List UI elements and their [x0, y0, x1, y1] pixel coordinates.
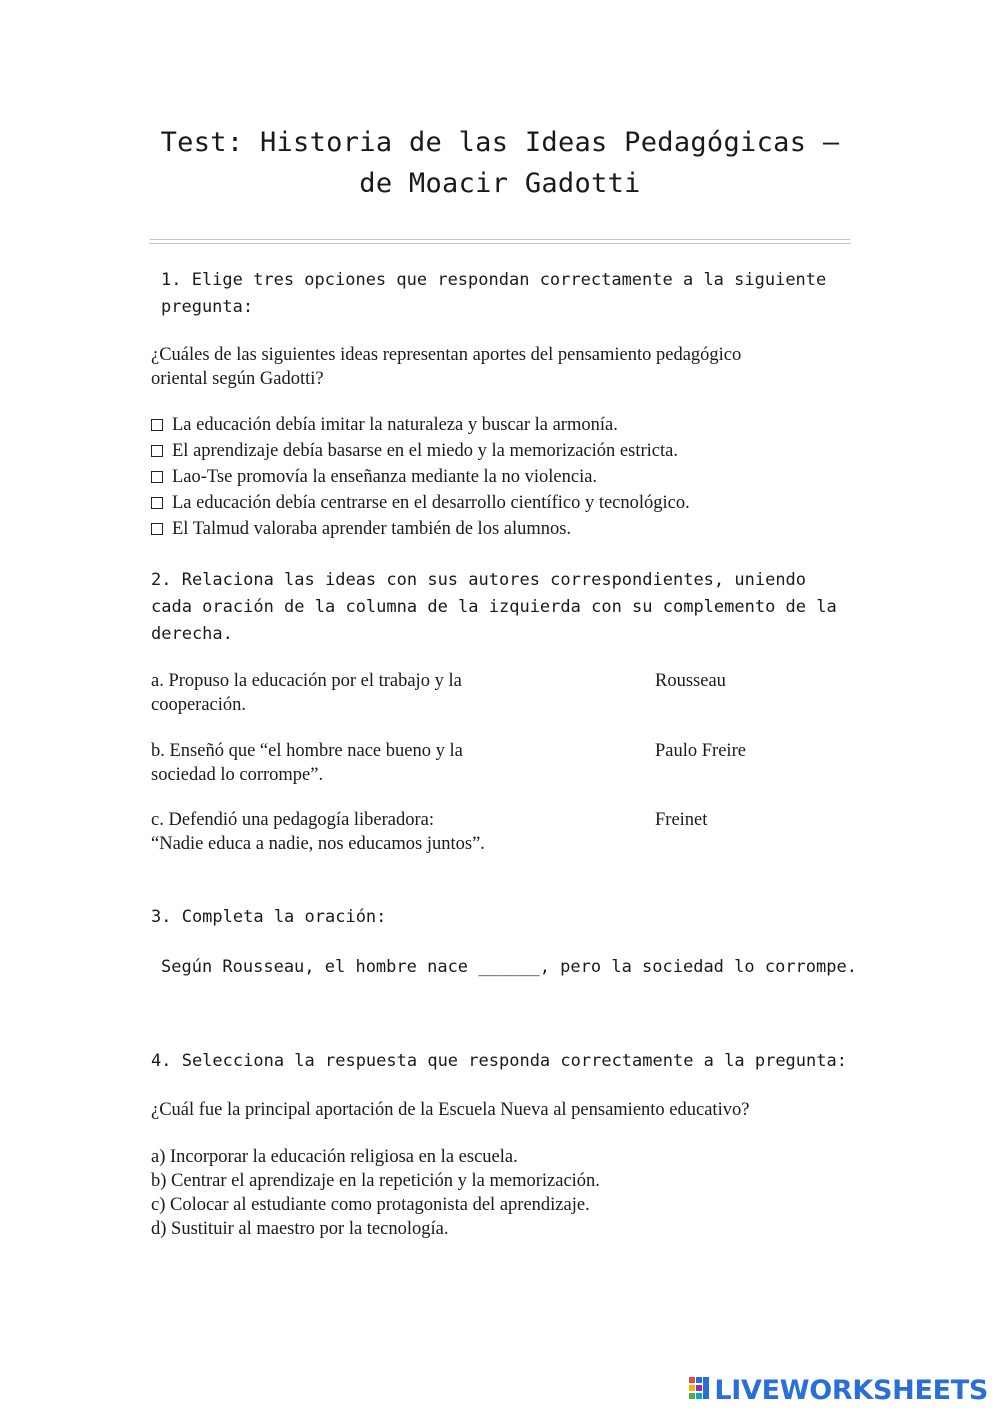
q3-sentence[interactable]: Según Rousseau, el hombre nace ______, pero la sociedad lo corrompe.	[161, 957, 857, 977]
title-line-2: de Moacir Gadotti	[359, 168, 641, 199]
q1-options	[151, 412, 690, 542]
q2-left-item-a[interactable]: a. Propuso la educación por el trabajo y la cooperación.	[151, 671, 462, 715]
checkbox[interactable]	[151, 471, 163, 483]
checkbox[interactable]	[151, 419, 163, 431]
q4-option[interactable]: b) Centrar el aprendizaje en la repetición y la memorización.	[151, 1171, 600, 1191]
q1-option[interactable]: La educación debía centrarse en el desarrollo científico y tecnológico.	[151, 490, 690, 516]
title-line-1: Test: Historia de las Ideas Pedagógicas –	[160, 127, 840, 158]
q2-left-item-c[interactable]: c. Defendió una pedagogía liberadora: “Nadie educa a nadie, nos educamos juntos”.	[151, 810, 485, 854]
checkbox[interactable]	[151, 523, 163, 535]
divider	[150, 239, 850, 244]
checkbox[interactable]	[151, 445, 163, 457]
q3-heading: 3. Completa la oración:	[151, 907, 387, 927]
liveworksheets-logo-icon	[689, 1375, 711, 1405]
q2-right-item-3[interactable]: Freinet	[655, 810, 708, 830]
q1-option[interactable]: El Talmud valoraba aprender también de los alumnos.	[151, 516, 690, 542]
q4-question: ¿Cuál fue la principal aportación de la Escuela Nueva al pensamiento educativo?	[151, 1100, 750, 1120]
q1-option[interactable]: La educación debía imitar la naturaleza y buscar la armonía.	[151, 412, 690, 438]
q1-option[interactable]: El aprendizaje debía basarse en el miedo y la memorización estricta.	[151, 438, 690, 464]
page-title	[150, 122, 850, 204]
q2-heading: 2. Relaciona las ideas con sus autores correspondientes, uniendo cada oración de la columna de la izquierda con su complemento de la derecha.	[151, 570, 837, 644]
liveworksheets-logo[interactable]	[689, 1374, 988, 1406]
q1-option[interactable]: Lao-Tse promovía la enseñanza mediante la no violencia.	[151, 464, 690, 490]
checkbox[interactable]	[151, 497, 163, 509]
q1-question: ¿Cuáles de las siguientes ideas representan aportes del pensamiento pedagógico oriental según Gadotti?	[151, 345, 742, 389]
q1-heading: 1. Elige tres opciones que respondan correctamente a la siguiente pregunta:	[161, 270, 827, 317]
q4-option[interactable]: a) Incorporar la educación religiosa en la escuela.	[151, 1147, 518, 1167]
q4-options	[151, 1145, 600, 1241]
q4-heading: 4. Selecciona la respuesta que responda correctamente a la pregunta:	[151, 1051, 847, 1071]
q2-right-item-2[interactable]: Paulo Freire	[655, 741, 746, 761]
q4-option[interactable]: d) Sustituir al maestro por la tecnología.	[151, 1219, 449, 1239]
q4-option[interactable]: c) Colocar al estudiante como protagonista del aprendizaje.	[151, 1195, 590, 1215]
q2-right-item-1[interactable]: Rousseau	[655, 671, 726, 691]
logo-text: LIVEWORKSHEETS	[714, 1374, 988, 1406]
q2-left-item-b[interactable]: b. Enseñó que “el hombre nace bueno y la sociedad lo corrompe”.	[151, 741, 463, 785]
